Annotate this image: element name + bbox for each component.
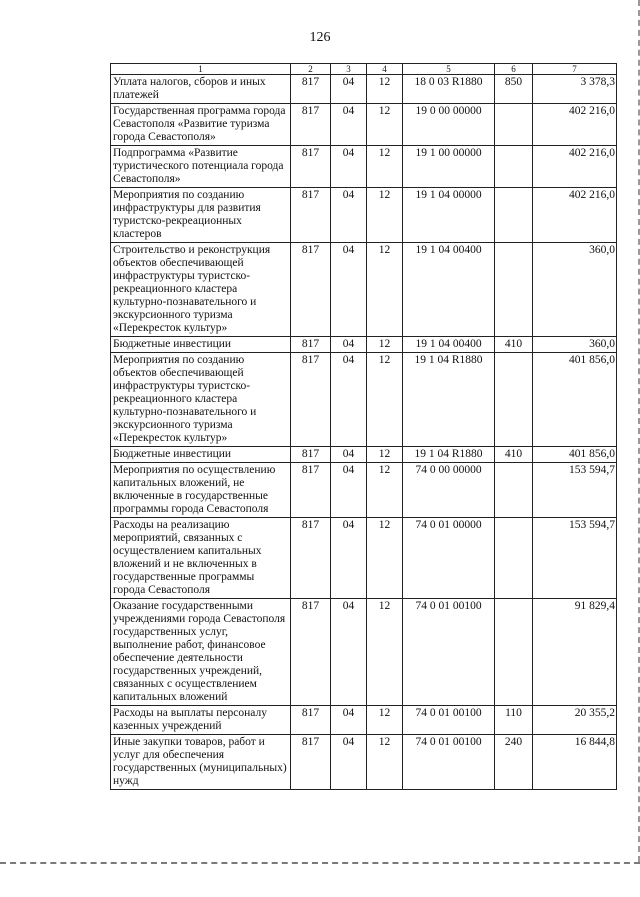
target-article-cell: 19 1 04 00400 — [403, 337, 495, 353]
ministry-code-cell: 817 — [291, 146, 331, 188]
amount-cell: 401 856,0 — [533, 353, 617, 447]
expense-type-cell: 410 — [495, 447, 533, 463]
target-article-cell: 74 0 01 00100 — [403, 735, 495, 790]
row-name-cell: Мероприятия по созданию инфраструктуры для развития туристско-рекреационных кластеров — [111, 188, 291, 243]
target-article-cell: 74 0 00 00000 — [403, 463, 495, 518]
table-row — [111, 706, 617, 735]
budget-table — [110, 63, 617, 790]
expense-type-cell — [495, 104, 533, 146]
target-article-cell: 74 0 01 00100 — [403, 599, 495, 706]
target-article-cell: 19 1 04 R1880 — [403, 447, 495, 463]
subsection-cell: 12 — [367, 75, 403, 104]
row-name-cell: Бюджетные инвестиции — [111, 447, 291, 463]
row-name-cell: Строительство и реконструкция объектов обеспечивающей инфраструктуры туристско-рекреационного кластера культурно-познавательного и экскурсионного туризма «Перекресток культур» — [111, 243, 291, 337]
ministry-code-cell: 817 — [291, 518, 331, 599]
scan-edge — [636, 0, 640, 862]
ministry-code-cell: 817 — [291, 353, 331, 447]
expense-type-cell: 240 — [495, 735, 533, 790]
table-row — [111, 104, 617, 146]
expense-type-cell — [495, 146, 533, 188]
header-cell: 2 — [291, 64, 331, 75]
subsection-cell: 12 — [367, 735, 403, 790]
amount-cell: 20 355,2 — [533, 706, 617, 735]
row-name-cell: Мероприятия по осуществлению капитальных вложений, не включенные в государственные программы города Севастополя — [111, 463, 291, 518]
header-cell: 1 — [111, 64, 291, 75]
page-bottom-edge — [0, 862, 640, 864]
table-row — [111, 599, 617, 706]
target-article-cell: 19 1 04 R1880 — [403, 353, 495, 447]
table-row — [111, 447, 617, 463]
expense-type-cell — [495, 599, 533, 706]
subsection-cell: 12 — [367, 599, 403, 706]
target-article-cell: 74 0 01 00100 — [403, 706, 495, 735]
amount-cell: 91 829,4 — [533, 599, 617, 706]
target-article-cell: 19 0 00 00000 — [403, 104, 495, 146]
subsection-cell: 12 — [367, 706, 403, 735]
expense-type-cell: 110 — [495, 706, 533, 735]
section-cell: 04 — [331, 337, 367, 353]
row-name-cell: Иные закупки товаров, работ и услуг для обеспечения государственных (муниципальных) нужд — [111, 735, 291, 790]
section-cell: 04 — [331, 188, 367, 243]
amount-cell: 360,0 — [533, 337, 617, 353]
table-row — [111, 188, 617, 243]
section-cell: 04 — [331, 518, 367, 599]
section-cell: 04 — [331, 104, 367, 146]
table-header-row — [111, 64, 617, 75]
expense-type-cell — [495, 188, 533, 243]
table-row — [111, 337, 617, 353]
subsection-cell: 12 — [367, 337, 403, 353]
amount-cell: 3 378,3 — [533, 75, 617, 104]
section-cell: 04 — [331, 353, 367, 447]
amount-cell: 402 216,0 — [533, 146, 617, 188]
section-cell: 04 — [331, 463, 367, 518]
subsection-cell: 12 — [367, 146, 403, 188]
header-cell: 4 — [367, 64, 403, 75]
section-cell: 04 — [331, 735, 367, 790]
amount-cell: 16 844,8 — [533, 735, 617, 790]
ministry-code-cell: 817 — [291, 337, 331, 353]
amount-cell: 402 216,0 — [533, 104, 617, 146]
target-article-cell: 19 1 00 00000 — [403, 146, 495, 188]
amount-cell: 360,0 — [533, 243, 617, 337]
amount-cell: 153 594,7 — [533, 518, 617, 599]
expense-type-cell — [495, 243, 533, 337]
subsection-cell: 12 — [367, 104, 403, 146]
section-cell: 04 — [331, 75, 367, 104]
subsection-cell: 12 — [367, 463, 403, 518]
ministry-code-cell: 817 — [291, 75, 331, 104]
table-row — [111, 518, 617, 599]
row-name-cell: Уплата налогов, сборов и иных платежей — [111, 75, 291, 104]
row-name-cell: Расходы на реализацию мероприятий, связанных с осуществлением капитальных вложений и не включенных в государственные программы города Севастополя — [111, 518, 291, 599]
target-article-cell: 19 1 04 00400 — [403, 243, 495, 337]
subsection-cell: 12 — [367, 243, 403, 337]
ministry-code-cell: 817 — [291, 447, 331, 463]
row-name-cell: Подпрограмма «Развитие туристического потенциала города Севастополя» — [111, 146, 291, 188]
section-cell: 04 — [331, 447, 367, 463]
amount-cell: 401 856,0 — [533, 447, 617, 463]
ministry-code-cell: 817 — [291, 104, 331, 146]
expense-type-cell: 850 — [495, 75, 533, 104]
table-row — [111, 243, 617, 337]
amount-cell: 153 594,7 — [533, 463, 617, 518]
expense-type-cell — [495, 463, 533, 518]
section-cell: 04 — [331, 146, 367, 188]
ministry-code-cell: 817 — [291, 463, 331, 518]
table-row — [111, 735, 617, 790]
ministry-code-cell: 817 — [291, 188, 331, 243]
subsection-cell: 12 — [367, 447, 403, 463]
expense-type-cell — [495, 353, 533, 447]
row-name-cell: Государственная программа города Севастополя «Развитие туризма города Севастополя» — [111, 104, 291, 146]
section-cell: 04 — [331, 599, 367, 706]
section-cell: 04 — [331, 243, 367, 337]
ministry-code-cell: 817 — [291, 599, 331, 706]
header-cell: 5 — [403, 64, 495, 75]
header-cell: 7 — [533, 64, 617, 75]
section-cell: 04 — [331, 706, 367, 735]
row-name-cell: Бюджетные инвестиции — [111, 337, 291, 353]
page-number: 126 — [309, 30, 331, 45]
ministry-code-cell: 817 — [291, 243, 331, 337]
ministry-code-cell: 817 — [291, 706, 331, 735]
expense-type-cell: 410 — [495, 337, 533, 353]
subsection-cell: 12 — [367, 188, 403, 243]
row-name-cell: Расходы на выплаты персоналу казенных учреждений — [111, 706, 291, 735]
target-article-cell: 19 1 04 00000 — [403, 188, 495, 243]
table-row — [111, 146, 617, 188]
header-cell: 3 — [331, 64, 367, 75]
table-row — [111, 353, 617, 447]
ministry-code-cell: 817 — [291, 735, 331, 790]
header-cell: 6 — [495, 64, 533, 75]
subsection-cell: 12 — [367, 518, 403, 599]
subsection-cell: 12 — [367, 353, 403, 447]
target-article-cell: 74 0 01 00000 — [403, 518, 495, 599]
expense-type-cell — [495, 518, 533, 599]
amount-cell: 402 216,0 — [533, 188, 617, 243]
table-row — [111, 463, 617, 518]
row-name-cell: Оказание государственными учреждениями города Севастополя государственных услуг, выполнение работ, финансовое обеспечение деятельности государственных учреждений, связанных с осуществлением капитальных вложений — [111, 599, 291, 706]
target-article-cell: 18 0 03 R1880 — [403, 75, 495, 104]
table-row — [111, 75, 617, 104]
row-name-cell: Мероприятия по созданию объектов обеспечивающей инфраструктуры туристско-рекреационного кластера культурно-познавательного и экскурсионного туризма «Перекресток культур» — [111, 353, 291, 447]
